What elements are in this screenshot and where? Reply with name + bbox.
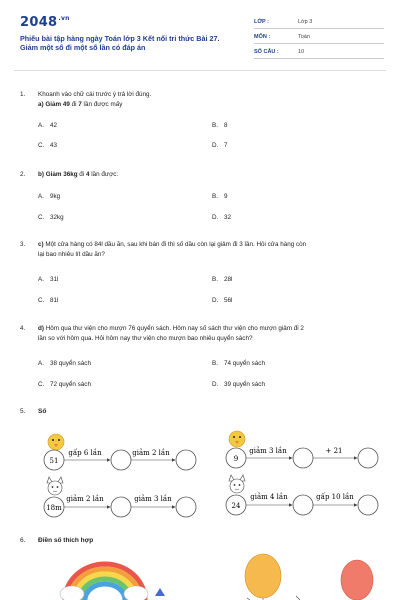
chain-3-blank-1[interactable] bbox=[111, 497, 131, 517]
svg-text:9: 9 bbox=[233, 455, 239, 463]
q1-option-a[interactable]: A. 42 bbox=[38, 122, 58, 129]
chain-2-op2: + 21 bbox=[325, 447, 343, 455]
question-1-instruction: Khoanh vào chữ cái trước ý trả lời đúng. bbox=[38, 91, 152, 98]
svg-text:51: 51 bbox=[49, 457, 59, 465]
chick-icon bbox=[229, 431, 245, 447]
chain-1-blank-2[interactable] bbox=[176, 450, 196, 470]
q3-option-d[interactable]: D. 56l bbox=[212, 297, 233, 304]
q2-option-a[interactable]: A. 9kg bbox=[38, 193, 61, 200]
chain-4-blank-2[interactable] bbox=[358, 495, 378, 515]
q1-option-c[interactable]: C. 43 bbox=[38, 142, 58, 149]
triangle-icon bbox=[155, 588, 165, 596]
q4-option-d[interactable]: D. 39 quyển sách bbox=[212, 381, 265, 388]
q1-option-d[interactable]: D. 7 bbox=[212, 142, 228, 149]
chick-icon bbox=[48, 434, 64, 450]
rainbow-icon bbox=[60, 564, 148, 600]
meta-subject: MÔN : Toán bbox=[254, 33, 384, 44]
section-6-illustration bbox=[0, 550, 400, 600]
meta-count: SỐ CÂU : 10 bbox=[254, 48, 384, 59]
chain-4-op2: gấp 10 lần bbox=[316, 493, 354, 501]
header-divider bbox=[14, 70, 386, 71]
chain-4-blank-1[interactable] bbox=[293, 495, 313, 515]
chain-2-blank-1[interactable] bbox=[293, 448, 313, 468]
question-2-prompt: b) Giảm 36kg đi 4 lần được: bbox=[38, 171, 119, 178]
balloon-yellow-icon bbox=[245, 554, 281, 600]
q2-option-c[interactable]: C. 32kg bbox=[38, 214, 64, 221]
chain-1-op1: gấp 6 lần bbox=[68, 449, 102, 457]
question-1-prompt: a) Giảm 49 đi 7 lần được mấy bbox=[38, 100, 123, 108]
site-logo[interactable]: $2048^{.vn}$ bbox=[20, 15, 70, 30]
chain-4-op1: giảm 4 lần bbox=[250, 493, 288, 501]
chain-1-blank-1[interactable] bbox=[111, 450, 131, 470]
chain-2-op1: giảm 3 lần bbox=[249, 447, 287, 455]
number-chains bbox=[0, 425, 400, 555]
chain-2 bbox=[226, 431, 378, 468]
chain-1-op2: giảm 2 lần bbox=[132, 449, 170, 457]
q2-option-b[interactable]: B. 9 bbox=[212, 193, 228, 200]
meta-table bbox=[254, 18, 384, 63]
question-5-heading: 5. Số bbox=[20, 408, 47, 415]
chain-1 bbox=[44, 434, 196, 470]
q3-option-b[interactable]: B. 28l bbox=[212, 276, 233, 283]
question-6-heading: 6. Điền số thích hợp bbox=[20, 537, 94, 544]
chain-3-op1: giảm 2 lần bbox=[66, 495, 104, 503]
q1-option-b[interactable]: B. 8 bbox=[212, 122, 228, 129]
svg-text:24: 24 bbox=[231, 502, 241, 510]
q3-option-c[interactable]: C. 81l bbox=[38, 297, 59, 304]
meta-class: LỚP : Lớp 3 bbox=[254, 18, 384, 29]
cat-icon bbox=[47, 477, 63, 495]
chain-4 bbox=[226, 475, 378, 515]
q2-option-d[interactable]: D. 32 bbox=[212, 214, 232, 221]
worksheet-title: Phiếu bài tập hàng ngày Toán lớp 3 Kết nối tri thức Bài 27. Giảm một số đi một số lần có đáp án bbox=[20, 34, 220, 52]
svg-text:18m: 18m bbox=[46, 504, 62, 512]
worksheet-header bbox=[14, 8, 386, 62]
chain-3-op2: giảm 3 lần bbox=[134, 495, 172, 503]
chain-3-blank-2[interactable] bbox=[176, 497, 196, 517]
question-4-prompt: d) Hôm qua thư viện cho mượn 76 quyển sách. Hôm nay số sách thư viện cho mượn giảm đi 2 lần so với hôm qua. Hỏi hôm nay thư viện cho mượn bao nhiêu quyển sách? bbox=[38, 325, 304, 342]
chain-2-blank-2[interactable] bbox=[358, 448, 378, 468]
q4-option-b[interactable]: B. 74 quyển sách bbox=[212, 360, 265, 367]
cat-icon bbox=[229, 475, 245, 493]
balloon-red-icon bbox=[341, 560, 373, 600]
q4-option-a[interactable]: A. 38 quyển sách bbox=[38, 360, 91, 367]
question-3-prompt: c) Một cửa hàng có 84l dầu ăn, sau khi bán đi thì số dầu còn lại giảm đi 3 lần. Hỏi cửa hàng còn lại bao nhiêu lít dầu ăn? bbox=[38, 241, 307, 258]
chain-3 bbox=[44, 477, 196, 517]
q3-option-a[interactable]: A. 31l bbox=[38, 276, 59, 283]
q4-option-c[interactable]: C. 72 quyển sách bbox=[38, 381, 91, 388]
